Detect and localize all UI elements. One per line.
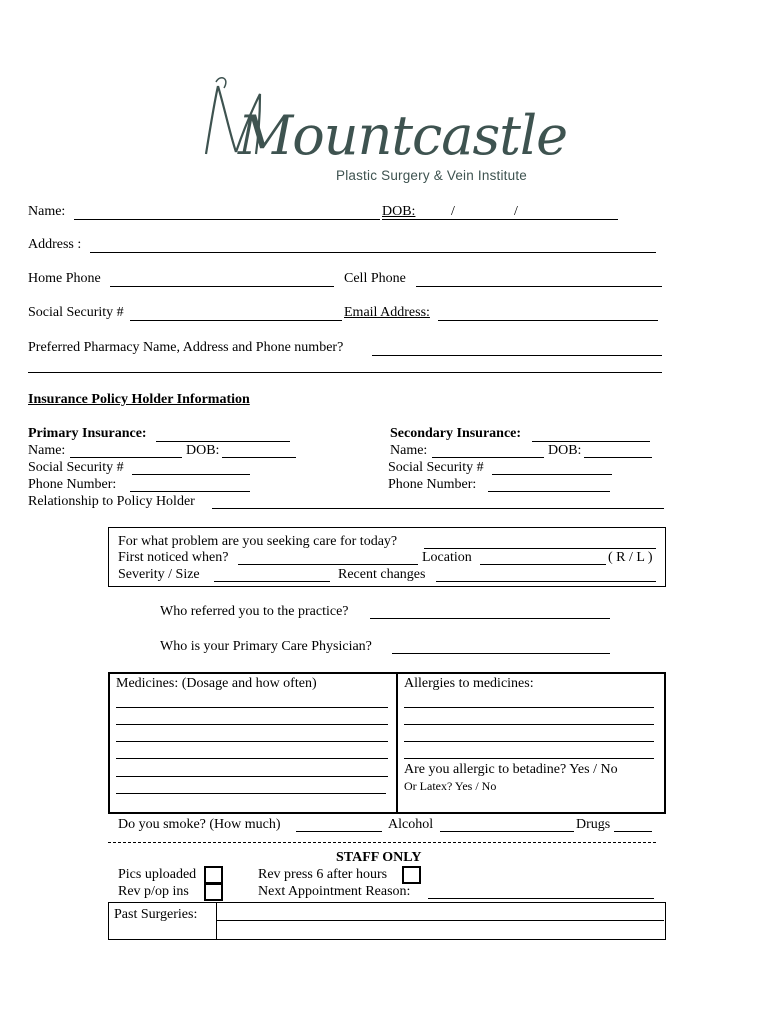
next-appointment-field[interactable]	[428, 898, 654, 899]
email-label: Email Address:	[344, 305, 430, 320]
latex-label: Or Latex? Yes / No	[404, 779, 497, 793]
past-surgeries-field[interactable]	[216, 920, 664, 921]
secondary-phone-label: Phone Number:	[388, 477, 477, 492]
alcohol-field[interactable]	[440, 831, 574, 832]
secondary-ssn-field[interactable]	[492, 474, 612, 475]
pharmacy-field-line2[interactable]	[28, 372, 662, 373]
problem-field[interactable]	[424, 548, 656, 549]
rev-pop-ins-label: Rev p/op ins	[118, 884, 189, 899]
problem-label: For what problem are you seeking care for today?	[118, 534, 398, 549]
pharmacy-label: Preferred Pharmacy Name, Address and Phone number?	[28, 340, 344, 355]
rl-label: ( R / L )	[608, 550, 653, 565]
email-field[interactable]	[438, 320, 658, 321]
allergies-line[interactable]	[404, 741, 654, 742]
past-surgeries-label: Past Surgeries:	[114, 907, 198, 922]
pcp-field[interactable]	[392, 653, 610, 654]
secondary-phone-field[interactable]	[488, 491, 610, 492]
address-label: Address :	[28, 237, 82, 252]
recent-changes-label: Recent changes	[338, 567, 426, 582]
pharmacy-field[interactable]	[372, 355, 662, 356]
drugs-field[interactable]	[614, 831, 652, 832]
logo-subtitle: Plastic Surgery & Vein Institute	[336, 168, 527, 183]
allergies-line[interactable]	[404, 707, 654, 708]
medicines-divider	[396, 674, 398, 812]
referred-label: Who referred you to the practice?	[160, 604, 349, 619]
primary-name-field[interactable]	[70, 457, 182, 458]
dob-field[interactable]	[382, 219, 618, 220]
recent-changes-field[interactable]	[436, 581, 656, 582]
primary-name-label: Name:	[28, 443, 66, 458]
allergies-label: Allergies to medicines:	[404, 676, 534, 691]
ssn-field[interactable]	[130, 320, 342, 321]
dob-label: DOB:	[382, 204, 416, 219]
primary-phone-label: Phone Number:	[28, 477, 117, 492]
severity-field[interactable]	[214, 581, 330, 582]
rev-press-label: Rev press 6 after hours	[258, 867, 388, 882]
medicines-label: Medicines: (Dosage and how often)	[116, 676, 317, 691]
severity-label: Severity / Size	[118, 567, 200, 582]
primary-insurance-field[interactable]	[156, 441, 290, 442]
cell-phone-label: Cell Phone	[344, 271, 406, 286]
pcp-label: Who is your Primary Care Physician?	[160, 639, 372, 654]
insurance-heading: Insurance Policy Holder Information	[28, 392, 250, 407]
dob-separator: /	[451, 204, 455, 219]
relationship-label: Relationship to Policy Holder	[28, 494, 195, 509]
alcohol-label: Alcohol	[388, 817, 434, 832]
medicines-line[interactable]	[116, 776, 388, 777]
name-label: Name:	[28, 204, 66, 219]
rev-press-checkbox[interactable]	[402, 866, 421, 884]
allergies-line[interactable]	[404, 758, 654, 759]
secondary-insurance-field[interactable]	[532, 441, 650, 442]
home-phone-label: Home Phone	[28, 271, 101, 286]
logo-wordmark: Mountcastle	[238, 104, 568, 167]
secondary-ssn-label: Social Security #	[388, 460, 484, 475]
relationship-field[interactable]	[212, 508, 664, 509]
allergies-line[interactable]	[404, 724, 654, 725]
betadine-label: Are you allergic to betadine? Yes / No	[404, 762, 618, 777]
pics-uploaded-checkbox[interactable]	[204, 866, 223, 884]
cell-phone-field[interactable]	[416, 286, 662, 287]
medicines-line[interactable]	[116, 758, 388, 759]
medicines-line[interactable]	[116, 707, 388, 708]
primary-ssn-label: Social Security #	[28, 460, 124, 475]
ssn-label: Social Security #	[28, 305, 124, 320]
dob-separator: /	[514, 204, 518, 219]
primary-dob-label: DOB:	[186, 443, 220, 458]
primary-phone-field[interactable]	[130, 491, 250, 492]
staff-only-heading: STAFF ONLY	[336, 850, 422, 865]
primary-ssn-field[interactable]	[132, 474, 250, 475]
first-noticed-field[interactable]	[238, 564, 418, 565]
home-phone-field[interactable]	[110, 286, 334, 287]
location-label: Location	[422, 550, 472, 565]
secondary-insurance-label: Secondary Insurance:	[390, 426, 522, 441]
next-appointment-label: Next Appointment Reason:	[258, 884, 411, 899]
location-field[interactable]	[480, 564, 606, 565]
referred-field[interactable]	[370, 618, 610, 619]
smoke-field[interactable]	[296, 831, 382, 832]
rev-pop-ins-checkbox[interactable]	[204, 883, 223, 901]
smoke-label: Do you smoke? (How much)	[118, 817, 281, 832]
name-field[interactable]	[74, 219, 380, 220]
dashed-divider	[108, 842, 656, 843]
pics-uploaded-label: Pics uploaded	[118, 867, 197, 882]
past-surgeries-divider	[216, 902, 217, 940]
secondary-dob-field[interactable]	[584, 457, 652, 458]
address-field[interactable]	[90, 252, 656, 253]
medicines-line[interactable]	[116, 793, 386, 794]
secondary-dob-label: DOB:	[548, 443, 582, 458]
first-noticed-label: First noticed when?	[118, 550, 229, 565]
medicines-line[interactable]	[116, 741, 388, 742]
drugs-label: Drugs	[576, 817, 611, 832]
primary-dob-field[interactable]	[222, 457, 296, 458]
primary-insurance-label: Primary Insurance:	[28, 426, 147, 441]
secondary-name-label: Name:	[390, 443, 428, 458]
medicines-line[interactable]	[116, 724, 388, 725]
secondary-name-field[interactable]	[432, 457, 544, 458]
